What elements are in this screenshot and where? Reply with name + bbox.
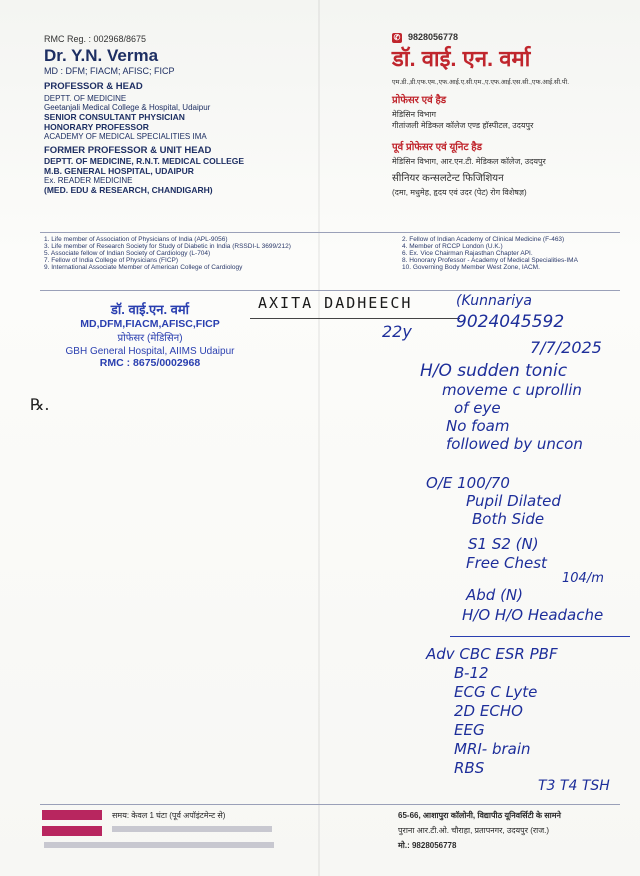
doctor-header-hindi xyxy=(392,32,569,198)
dept-hindi-1: मेडिसिन विभाग xyxy=(392,110,436,119)
address-line-2: पुराना आर.टी.ओ. चौराहा, प्रतापनगर, उदयपुर (राज.) xyxy=(398,826,550,835)
investigations xyxy=(426,645,558,778)
role-professor-head: PROFESSOR & HEAD xyxy=(44,81,143,92)
footer-bar xyxy=(42,826,102,836)
role-honorary-professor: HONORARY PROFESSOR xyxy=(44,122,149,132)
dept-rnt: DEPTT. OF MEDICINE, R.N.T. MEDICAL COLLEGE xyxy=(44,156,245,166)
role-hindi-1: प्रोफेसर एवं हैड xyxy=(392,95,447,106)
header-divider xyxy=(40,232,620,233)
membership-item: 1. Life member of Association of Physicians of India (APL-9056) xyxy=(44,236,228,243)
clinic-phone: मो.: 9828056778 xyxy=(398,841,457,850)
hospital-mb: M.B. GENERAL HOSPITAL, UDAIPUR xyxy=(44,166,194,176)
doctor-name-hindi: डॉ. वाई. एन. वर्मा xyxy=(392,46,531,71)
stamp-role: प्रोफेसर (मेडिसिन) xyxy=(117,333,183,344)
faded-text-line xyxy=(44,842,274,848)
note-line: moveme c uprollin xyxy=(442,381,582,399)
stamp-hospital: GBH General Hospital, AIIMS Udaipur xyxy=(65,346,235,357)
patient-place: (Kunnariya xyxy=(456,293,532,309)
name-underline xyxy=(250,318,460,319)
membership-item: 8. Honorary Professor - Academy of Medical Specialities-IMA xyxy=(402,257,578,264)
phone-row xyxy=(392,32,569,43)
exam-line: Abd (N) xyxy=(466,586,523,604)
stamp-degrees: MD,DFM,FIACM,AFISC,FICP xyxy=(80,318,220,330)
investigation-line: MRI- brain xyxy=(454,740,531,758)
role-former-professor: FORMER PROFESSOR & UNIT HEAD xyxy=(44,145,212,156)
clinic-address xyxy=(398,810,561,851)
college-geetanjali: Geetanjali Medical College & Hospital, Udaipur xyxy=(44,103,211,112)
stamp-name: डॉ. वाई.एन. वर्मा xyxy=(110,302,190,317)
exam-line: 104/m xyxy=(562,571,604,586)
rx-symbol: ℞. xyxy=(30,395,50,414)
investigation-line: ECG C Lyte xyxy=(454,683,538,701)
exam-line: Free Chest xyxy=(466,554,547,572)
investigation-line: Adv CBC ESR PBF xyxy=(426,645,558,663)
membership-item: 10. Governing Body Member West Zone, IACM. xyxy=(402,264,540,271)
patient-phone: 9024045592 xyxy=(456,312,565,332)
investigation-line: 2D ECHO xyxy=(454,702,523,720)
exam-line: Pupil Dilated xyxy=(466,492,561,510)
footer-divider xyxy=(40,804,620,805)
patient-age: 22y xyxy=(382,322,412,341)
note-line: of eye xyxy=(454,399,501,417)
investigation-line: EEG xyxy=(454,721,485,739)
investigation-line: B-12 xyxy=(454,664,489,682)
doctor-degrees: MD : DFM; FIACM; AFISC; FICP xyxy=(44,66,175,76)
memberships-right xyxy=(402,236,578,271)
dept-hindi-2: मेडिसिन विभाग, आर.एन.टी. मेडिकल कॉलेज, उदयपुर xyxy=(392,157,546,166)
doctor-stamp xyxy=(50,300,250,369)
exam-line: Both Side xyxy=(472,510,545,528)
rmc-reg: RMC Reg. : 002968/8675 xyxy=(44,34,147,44)
membership-item: 4. Member of RCCP London (U.K.) xyxy=(402,243,503,250)
note-line: H/O sudden tonic xyxy=(420,361,568,381)
visit-date: 7/7/2025 xyxy=(530,338,602,357)
investigation-line: RBS xyxy=(454,759,485,777)
stamp-rmc: RMC : 8675/0002968 xyxy=(99,357,201,369)
exam-line: H/O H/O Headache xyxy=(462,606,604,624)
footer-timing: समय: केवल 1 घंटा (पूर्व अपॉइंटमेन्ट से) xyxy=(112,811,226,820)
doctor-degrees-hindi: एम.डी.,डी.एफ.एम.,एफ.आई.ए.सी.एम.,ए.एफ.आई.एस.सी.,एफ.आई.सी.पी. xyxy=(392,79,570,86)
doctor-name: Dr. Y.N. Verma xyxy=(44,46,159,65)
role-hindi-3: सीनियर कन्सलटेन्ट फिजिशियन xyxy=(392,173,504,184)
thyroid-tests: T3 T4 TSH xyxy=(538,778,610,794)
faded-text-line xyxy=(112,826,272,832)
membership-item: 2. Fellow of Indian Academy of Clinical Medicine (F-463) xyxy=(402,236,565,243)
dept-medicine: DEPTT. OF MEDICINE xyxy=(44,94,127,103)
paper-fold xyxy=(318,0,320,876)
academy: ACADEMY OF MEDICAL SPECIALITIES IMA xyxy=(44,132,207,141)
note-line: No foam xyxy=(446,417,510,435)
note-line: followed by uncon xyxy=(446,435,583,453)
memberships-divider xyxy=(40,290,620,291)
examination-notes xyxy=(426,474,604,626)
membership-item: 7. Fellow of India College of Physicians (FICP) xyxy=(44,257,179,264)
exam-underline xyxy=(450,636,630,637)
exam-line: S1 S2 (N) xyxy=(468,535,539,553)
membership-item: 3. Life member of Research Society for Study of Diabetic in India (RSSDI-L 3699/212) xyxy=(44,243,291,250)
phone-number: 9828056778 xyxy=(408,32,459,42)
address-line-1: 65-66, आशापुरा कॉलोनी, विद्यापीठ यूनिवर्सिटी के सामने xyxy=(398,811,561,820)
patient-name: AXITA DADHEECH xyxy=(258,294,413,312)
memberships-left xyxy=(44,236,291,271)
reader-title: Ex. READER MEDICINE xyxy=(44,176,133,185)
exam-line: O/E 100/70 xyxy=(426,474,510,492)
role-senior-consultant: SENIOR CONSULTANT PHYSICIAN xyxy=(44,112,185,122)
phone-icon: ✆ xyxy=(393,33,401,42)
college-hindi-1: गीतांजली मेडिकल कॉलेज एण्ड हॉस्पीटल, उदयपुर xyxy=(392,121,534,130)
reader-institute: (MED. EDU & RESEARCH, CHANDIGARH) xyxy=(44,185,213,195)
footer-bar xyxy=(42,810,102,820)
membership-item: 9. International Associate Member of American College of Cardiology xyxy=(44,264,243,271)
membership-item: 5. Associate fellow of Indian Society of Cardiology (L-704) xyxy=(44,250,211,257)
history-notes xyxy=(420,362,583,453)
specialty-hindi: (दमा, मधुमेह, हृदय एवं उदर (पेट) रोग विशेषज्ञ) xyxy=(392,188,527,197)
role-hindi-2: पूर्व प्रोफेसर एवं यूनिट हैड xyxy=(392,142,482,153)
doctor-header-english xyxy=(44,34,244,195)
membership-item: 6. Ex. Vice Chairman Rajasthan Chapter API. xyxy=(402,250,533,257)
